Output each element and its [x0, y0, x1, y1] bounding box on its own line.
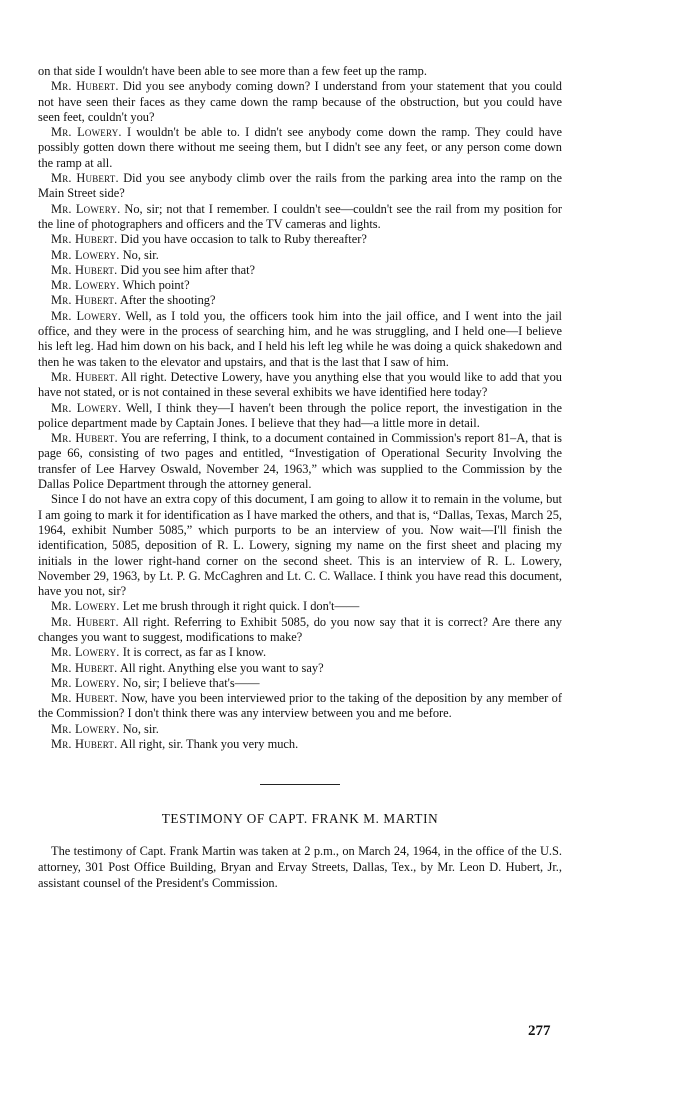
testimony-paragraph [38, 661, 562, 676]
speaker-label: Mr. Lowery. [51, 278, 120, 293]
testimony-paragraph [38, 431, 562, 492]
testimony-body [38, 64, 562, 752]
paragraph-text: Let me brush through it right quick. I don't—— [119, 599, 360, 614]
testimony-paragraph [38, 676, 562, 691]
speaker-label: Mr. Hubert. [51, 262, 118, 277]
testimony-paragraph [38, 645, 562, 660]
testimony-paragraph [38, 278, 562, 293]
paragraph-text: Now, have you been interviewed prior to the taking of the deposition by any member of the Commission? I don't think there was any interview between you and me before. [38, 691, 563, 721]
paragraph-text: Well, as I told you, the officers took him into the jail office, and I went into the jail office, and they were in the process of searching him, and he was struggling, and I held one—I believe his left leg. Had him down on his back, and I held his left leg while he was doing a quick shakedown and then he was taken to the elevator and upstairs, and that is the last that I saw of him. [38, 308, 562, 369]
speaker-label: Mr. Lowery. [51, 125, 122, 140]
testimony-paragraph [38, 401, 562, 432]
testimony-paragraph [38, 615, 562, 646]
paragraph-text: No, sir. [119, 247, 159, 262]
testimony-paragraph [38, 737, 562, 752]
testimony-paragraph [38, 64, 562, 79]
testimony-paragraph [38, 202, 562, 233]
paragraph-text: It is correct, as far as I know. [119, 645, 267, 660]
speaker-label: Mr. Hubert. [51, 293, 118, 308]
speaker-label: Mr. Hubert. [51, 232, 118, 247]
paragraph-text: Did you see him after that? [117, 262, 256, 277]
testimony-paragraph [38, 691, 562, 722]
speaker-label: Mr. Hubert. [51, 369, 118, 384]
paragraph-text: All right. Anything else you want to say? [117, 660, 324, 675]
paragraph-text: No, sir. [119, 721, 159, 736]
testimony-paragraph [38, 293, 562, 308]
testimony-paragraph [38, 232, 562, 247]
paragraph-text: No, sir; not that I remember. I couldn't see—couldn't see the rail from my position for the line of photographers and officers and the TV cameras and lights. [38, 201, 562, 231]
speaker-label: Mr. Lowery. [51, 721, 120, 736]
speaker-label: Mr. Lowery. [51, 400, 122, 415]
speaker-label: Mr. Hubert. [51, 79, 119, 94]
speaker-label: Mr. Hubert. [51, 660, 118, 675]
paragraph-text: Well, I think they—I haven't been through the police report, the investigation in the police department made by Captain Jones. I believe that they had—a little more in detail. [38, 400, 562, 430]
paragraph-text: Did you see anybody coming down? I understand from your statement that you could not have seen their faces as they came down the ramp because of the obstruction, but you could have seen feet, couldn't you? [38, 79, 563, 124]
paragraph-text: Which point? [119, 278, 190, 293]
paragraph-text: You are referring, I think, to a document contained in Commission's report 81–A, that is page 66, consisting of two pages and entitled, “Investigation of Operational Security Involving the transfer of Lee Harvey Oswald, November 24, 1963,” which was supplied to the Commission by the Dallas Police Department through the attorney general. [38, 431, 562, 492]
paragraph-text: Did you see anybody climb over the rails from the parking area into the ramp on the Main Street side? [38, 171, 562, 201]
section-divider [260, 784, 340, 785]
section-title: TESTIMONY OF CAPT. FRANK M. MARTIN [161, 811, 439, 827]
paragraph-text: All right. Referring to Exhibit 5085, do you now say that it is correct? Are there any changes you want to suggest, modifications to make? [38, 614, 562, 644]
section-intro: The testimony of Capt. Frank Martin was taken at 2 p.m., on March 24, 1964, in the office of the U.S. attorney, 301 Post Office Building, Bryan and Ervay Streets, Dallas, Tex., by Mr. Leon D. Hubert, Jr., assistant counsel of the President's Commission. [38, 843, 562, 891]
speaker-label: Mr. Lowery. [51, 247, 120, 262]
testimony-paragraph [38, 263, 562, 278]
paragraph-text: All right. Detective Lowery, have you anything else that you would like to add that you have not stated, or is not contained in these several exhibits we have identified here today? [38, 369, 563, 400]
testimony-paragraph [38, 599, 562, 614]
testimony-paragraph [38, 171, 562, 202]
speaker-label: Mr. Hubert. [51, 614, 119, 629]
speaker-label: Mr. Hubert. [51, 171, 119, 186]
page-number: 277 [528, 1023, 551, 1039]
paragraph-text: I wouldn't be able to. I didn't see anybody come down the ramp. They could have possibly gotten down there without me seeing them, but I didn't see any feet, or any person come down the ramp at all. [38, 125, 562, 170]
speaker-label: Mr. Lowery. [51, 599, 120, 614]
speaker-label: Mr. Lowery. [51, 201, 121, 216]
testimony-paragraph [38, 125, 562, 171]
paragraph-text: All right, sir. Thank you very much. [117, 737, 299, 752]
paragraph-text: After the shooting? [117, 293, 216, 308]
testimony-paragraph [38, 492, 562, 599]
paragraph-text: Did you have occasion to talk to Ruby thereafter? [117, 232, 367, 247]
speaker-label: Mr. Lowery. [51, 308, 122, 323]
paragraph-text: on that side I wouldn't have been able to see more than a few feet up the ramp. [38, 64, 427, 78]
testimony-paragraph [38, 309, 562, 370]
speaker-label: Mr. Hubert. [51, 691, 118, 706]
speaker-label: Mr. Lowery. [51, 645, 120, 660]
testimony-paragraph [38, 370, 562, 401]
testimony-paragraph [38, 722, 562, 737]
paragraph-text: No, sir; I believe that's—— [119, 675, 260, 690]
testimony-paragraph [38, 248, 562, 263]
speaker-label: Mr. Hubert. [51, 431, 118, 446]
speaker-label: Mr. Hubert. [51, 737, 118, 752]
speaker-label: Mr. Lowery. [51, 675, 120, 690]
document-page [38, 64, 562, 891]
paragraph-text: Since I do not have an extra copy of this document, I am going to allow it to remain in the volume, but I am going to mark it for identification as I have marked the others, and that is, “Dallas, Texas, March 25, 1964, exhibit Number 5085,” which purports to be an interview of you. Now wait—I'll finish the identification, 5085, deposition of R. L. Lowery, signing my name on the first sheet and placing my initials in the lower right-hand corner on the second sheet. This is an interview of R. L. Lowery, November 29, 1963, by Lt. P. G. McCaghren and Lt. C. C. Wallace. I think you have read this document, have you not, sir? [38, 492, 562, 599]
testimony-paragraph [38, 79, 562, 125]
